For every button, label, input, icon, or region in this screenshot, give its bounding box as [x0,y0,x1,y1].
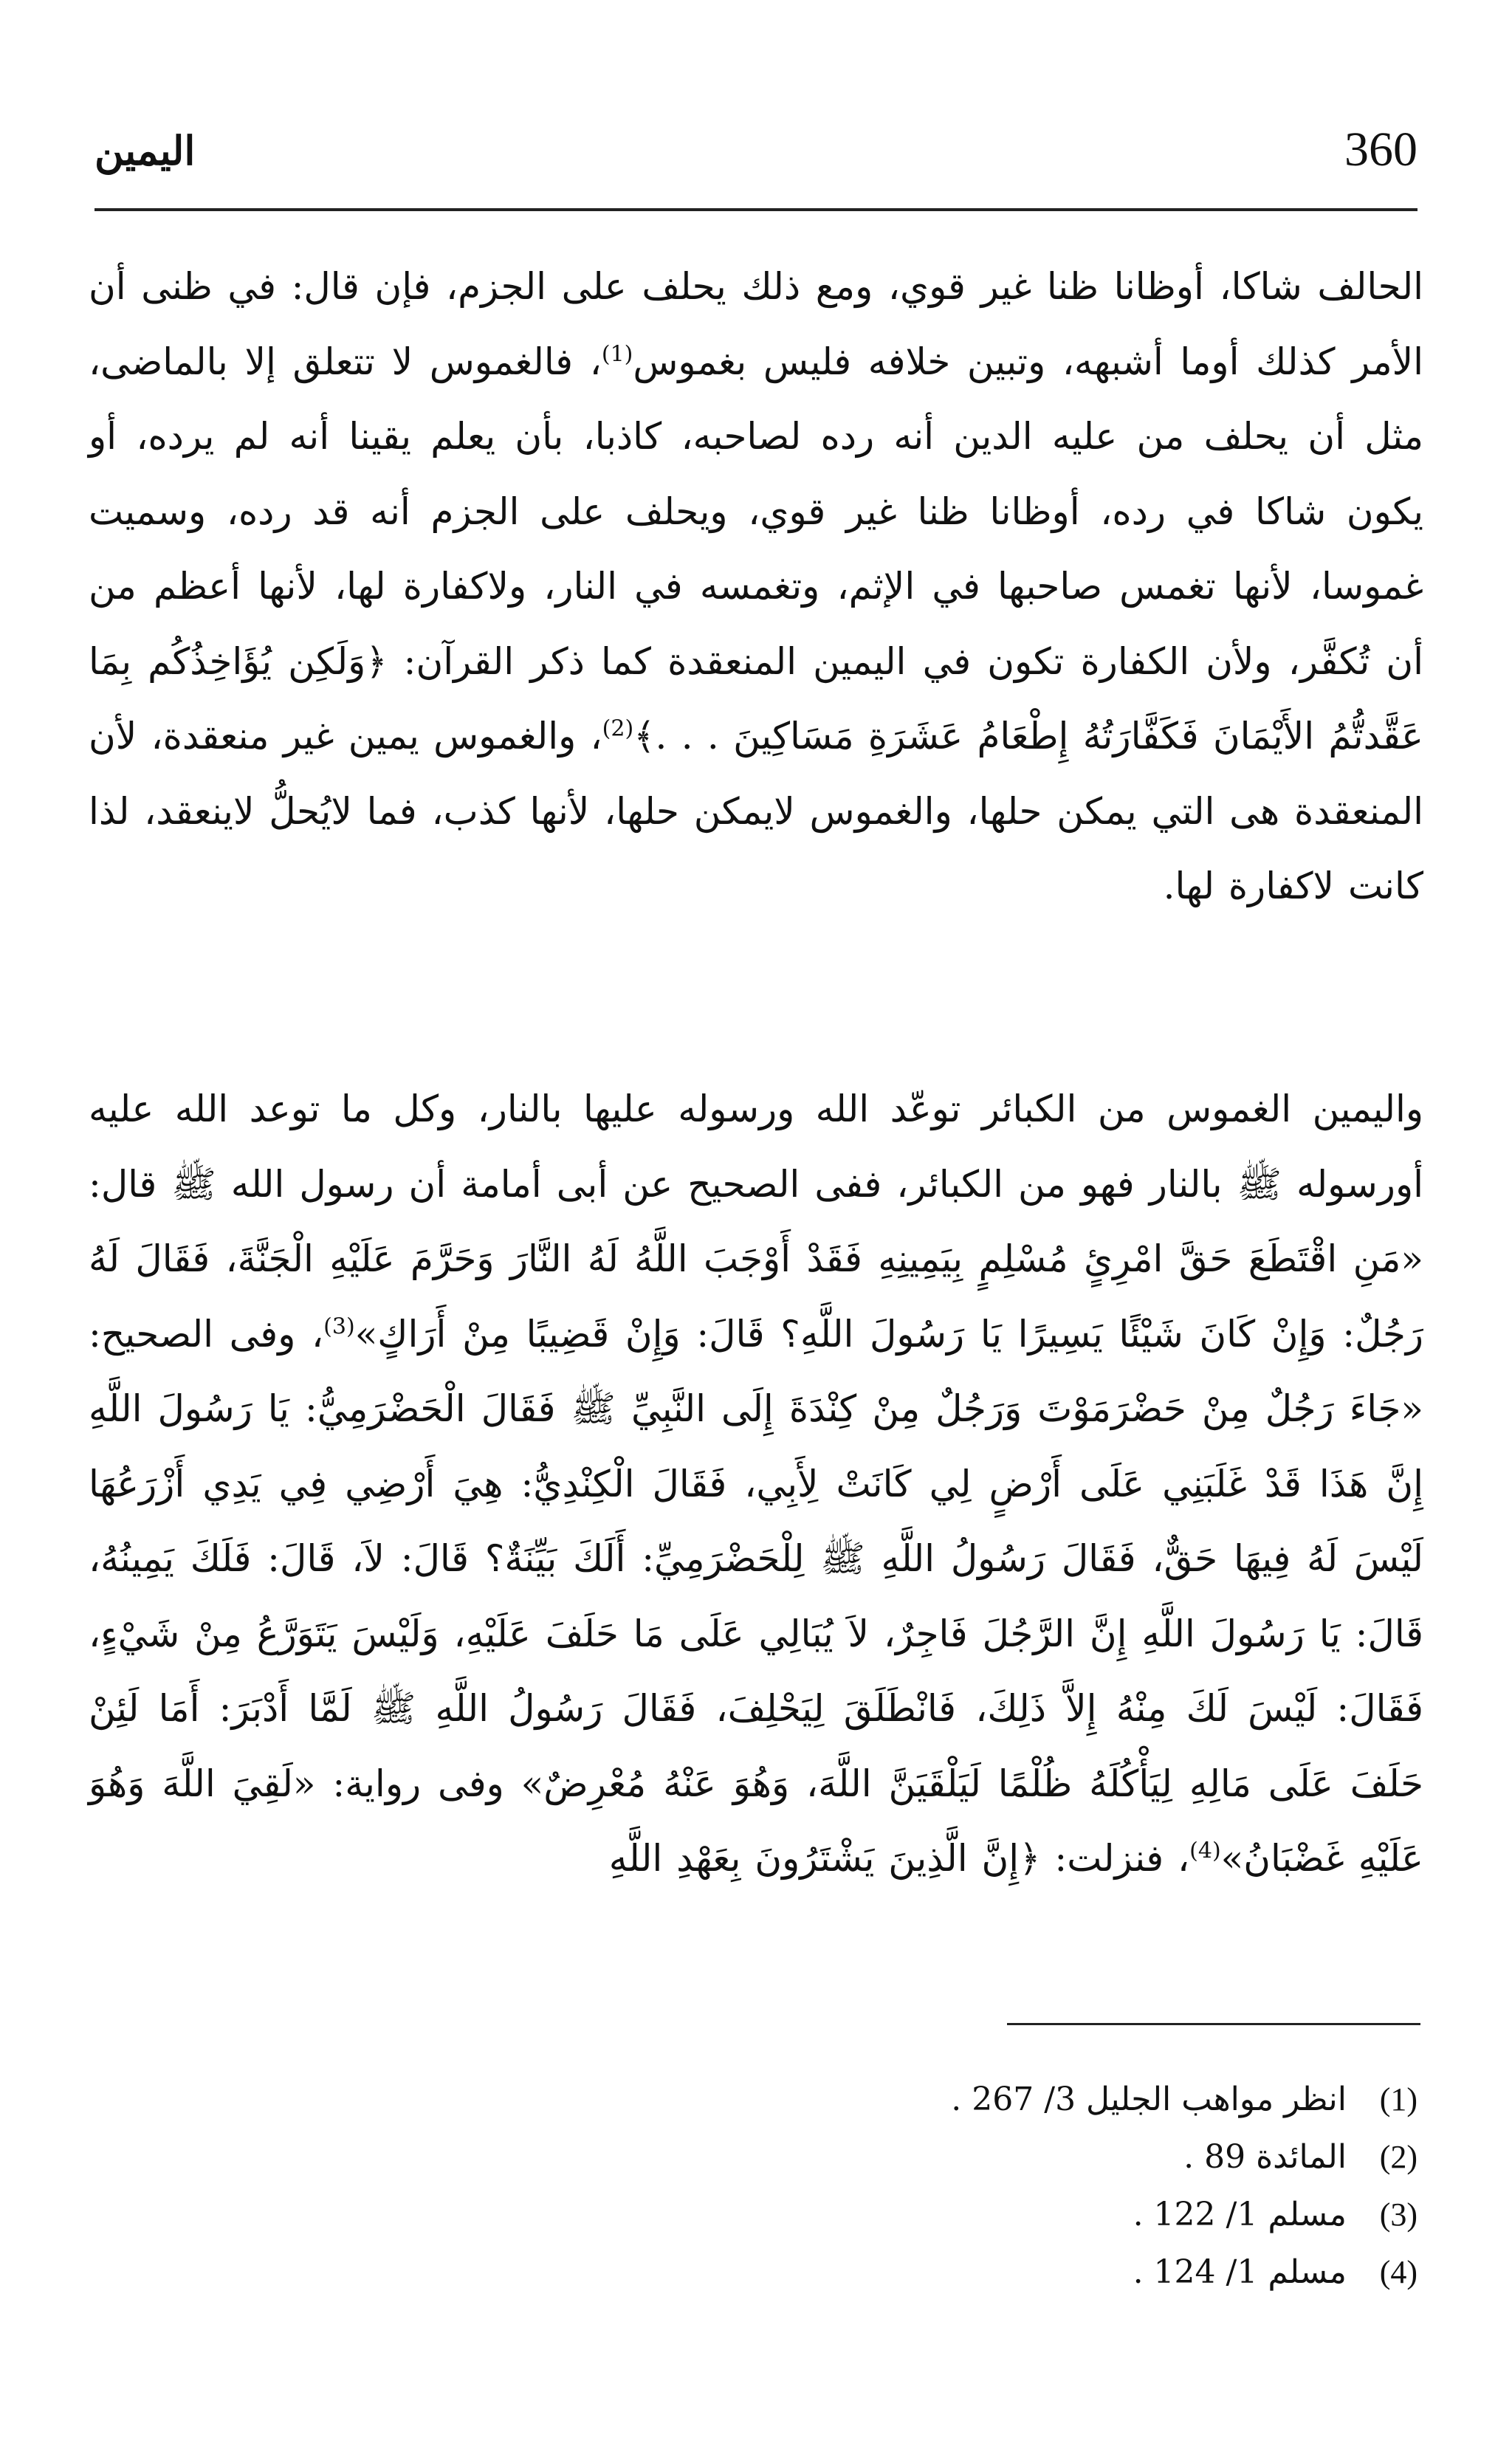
footnote-rule [1007,2023,1420,2025]
footnote-text: مسلم 1/ 124 . [1133,2253,1347,2291]
footnote-text: مسلم 1/ 122 . [1133,2196,1347,2233]
footnotes [605,2071,1418,2301]
paragraph-2-part-c: ، فنزلت: ﴿إِنَّ الَّذِينَ يَشْتَرُونَ بِعَهْدِ اللَّهِ [608,1837,1190,1880]
paragraph-1-part-b: ، فالغموس لا تتعلق إلا بالماضى، مثل أن يحلف من عليه الدين أنه رده لصاحبه، كاذبا، بأن يعلم يقينا أنه لم يرده، أو يكون شاكا في رده، أوظانا ظنا غير قوي، ويحلف على الجزم أنه قد رده، وسميت غموسا، لأنها تغمس صاحبها في الإثم، وتغمسه في النار، ولاكفارة لها، لأنها أعظم من أن تُكفَّر، ولأن الكفارة تكون في اليمين المنعقدة كما ذكر القرآن: ﴿وَلَكِن يُؤَاخِذُكُم بِمَا عَقَّدتُّمُ الأَيْمَانَ فَكَفَّارَتُهُ إِطْعَامُ عَشَرَةِ مَسَاكِينَ . . .﴾ [89,340,1423,758]
page-header [94,111,1418,192]
running-head: اليمين [94,127,196,174]
footnote-4 [605,2244,1418,2301]
footnote-number: (2) [1379,2139,1418,2175]
paragraph-2 [89,1072,1423,1897]
paragraph-2-part-b: ، وفى الصحيح: «جَاءَ رَجُلٌ مِنْ حَضْرَمَوْتَ وَرَجُلٌ مِنْ كِنْدَةَ إِلَى النَّبِيِّ ﷺ فَقَالَ الْحَضْرَمِيُّ: يَا رَسُولَ اللَّهِ إِنَّ هَذَا قَدْ غَلَبَنِي عَلَى أَرْضٍ لِي كَانَتْ لِأَبِي، فَقَالَ الْكِنْدِيُّ: هِيَ أَرْضِي فِي يَدِي أَزْرَعُهَا لَيْسَ لَهُ فِيهَا حَقٌّ، فَقَالَ رَسُولُ اللَّهِ ﷺ لِلْحَضْرَمِيِّ: أَلَكَ بَيِّنَةٌ؟ قَالَ: لاَ، قَالَ: فَلَكَ يَمِينُهُ، قَالَ: يَا رَسُولَ اللَّهِ إِنَّ الرَّجُلَ فَاجِرٌ، لاَ يُبَالِي عَلَى مَا حَلَفَ عَلَيْهِ، وَلَيْسَ يَتَوَرَّعُ مِنْ شَيْءٍ، فَقَالَ: لَيْسَ لَكَ مِنْهُ إِلاَّ ذَلِكَ، فَانْطَلَقَ لِيَحْلِفَ، فَقَالَ رَسُولُ اللَّهِ ﷺ لَمَّا أَدْبَرَ: أَمَا لَئِنْ حَلَفَ عَلَى مَالِهِ لِيَأْكُلَهُ ظُلْمًا لَيَلْقَيَنَّ اللَّهَ، وَهُوَ عَنْهُ مُعْرِضٌ» وفى رواية: «لَقِيَ اللَّهَ وَهُوَ عَلَيْهِ غَضْبَانُ» [89,1312,1423,1880]
footnote-ref-1: (1) [601,340,633,367]
footnote-3 [605,2186,1418,2244]
page-number: 360 [1344,123,1418,176]
paragraph-1-part-c: ، والغموس يمين غير منعقدة، لأن المنعقدة هى التي يمكن حلها، والغموس لايمكن حلها، لأنها كذب، فما لايُحلُّ لاينعقد، لذا كانت لاكفارة لها. [89,715,1423,907]
footnote-text: المائدة 89 . [1183,2138,1347,2176]
paragraph-2-text [89,1072,1423,1897]
footnote-ref-4: (4) [1189,1838,1221,1864]
paragraph-1-part-a: الحالف شاكا، أوظانا ظنا غير قوي، ومع ذلك يحلف على الجزم، فإن قال: في ظنى أن الأمر كذلك أوما أشبهه، وتبين خلافه فليس بغموس [89,265,1424,383]
header-rule [94,208,1418,211]
footnote-number: (4) [1379,2254,1418,2290]
paragraph-1-text [89,250,1423,924]
footnote-ref-3: (3) [323,1313,355,1339]
paragraph-2-part-a: واليمين الغموس من الكبائر توعّد الله ورسوله عليها بالنار، وكل ما توعد الله عليه أورسوله ﷺ بالنار فهو من الكبائر، ففى الصحيح عن أبى أمامة أن رسول الله ﷺ قال: «مَنِ اقْتَطَعَ حَقَّ امْرِئٍ مُسْلِمٍ بِيَمِينِهِ فَقَدْ أَوْجَبَ اللَّهُ لَهُ النَّارَ وَحَرَّمَ عَلَيْهِ الْجَنَّةَ، فَقَالَ لَهُ رَجُلٌ: وَإِنْ كَانَ شَيْئًا يَسِيرًا يَا رَسُولَ اللَّهِ؟ قَالَ: وَإِنْ قَضِيبًا مِنْ أَرَاكٍ» [89,1088,1423,1356]
footnote-2 [605,2129,1418,2186]
footnote-number: (3) [1379,2196,1418,2233]
footnote-ref-2: (2) [602,715,634,742]
paragraph-1 [89,250,1423,924]
footnote-number: (1) [1379,2081,1418,2117]
footnote-1 [605,2071,1418,2129]
footnote-text: انظر مواهب الجليل 3/ 267 . [951,2081,1347,2118]
